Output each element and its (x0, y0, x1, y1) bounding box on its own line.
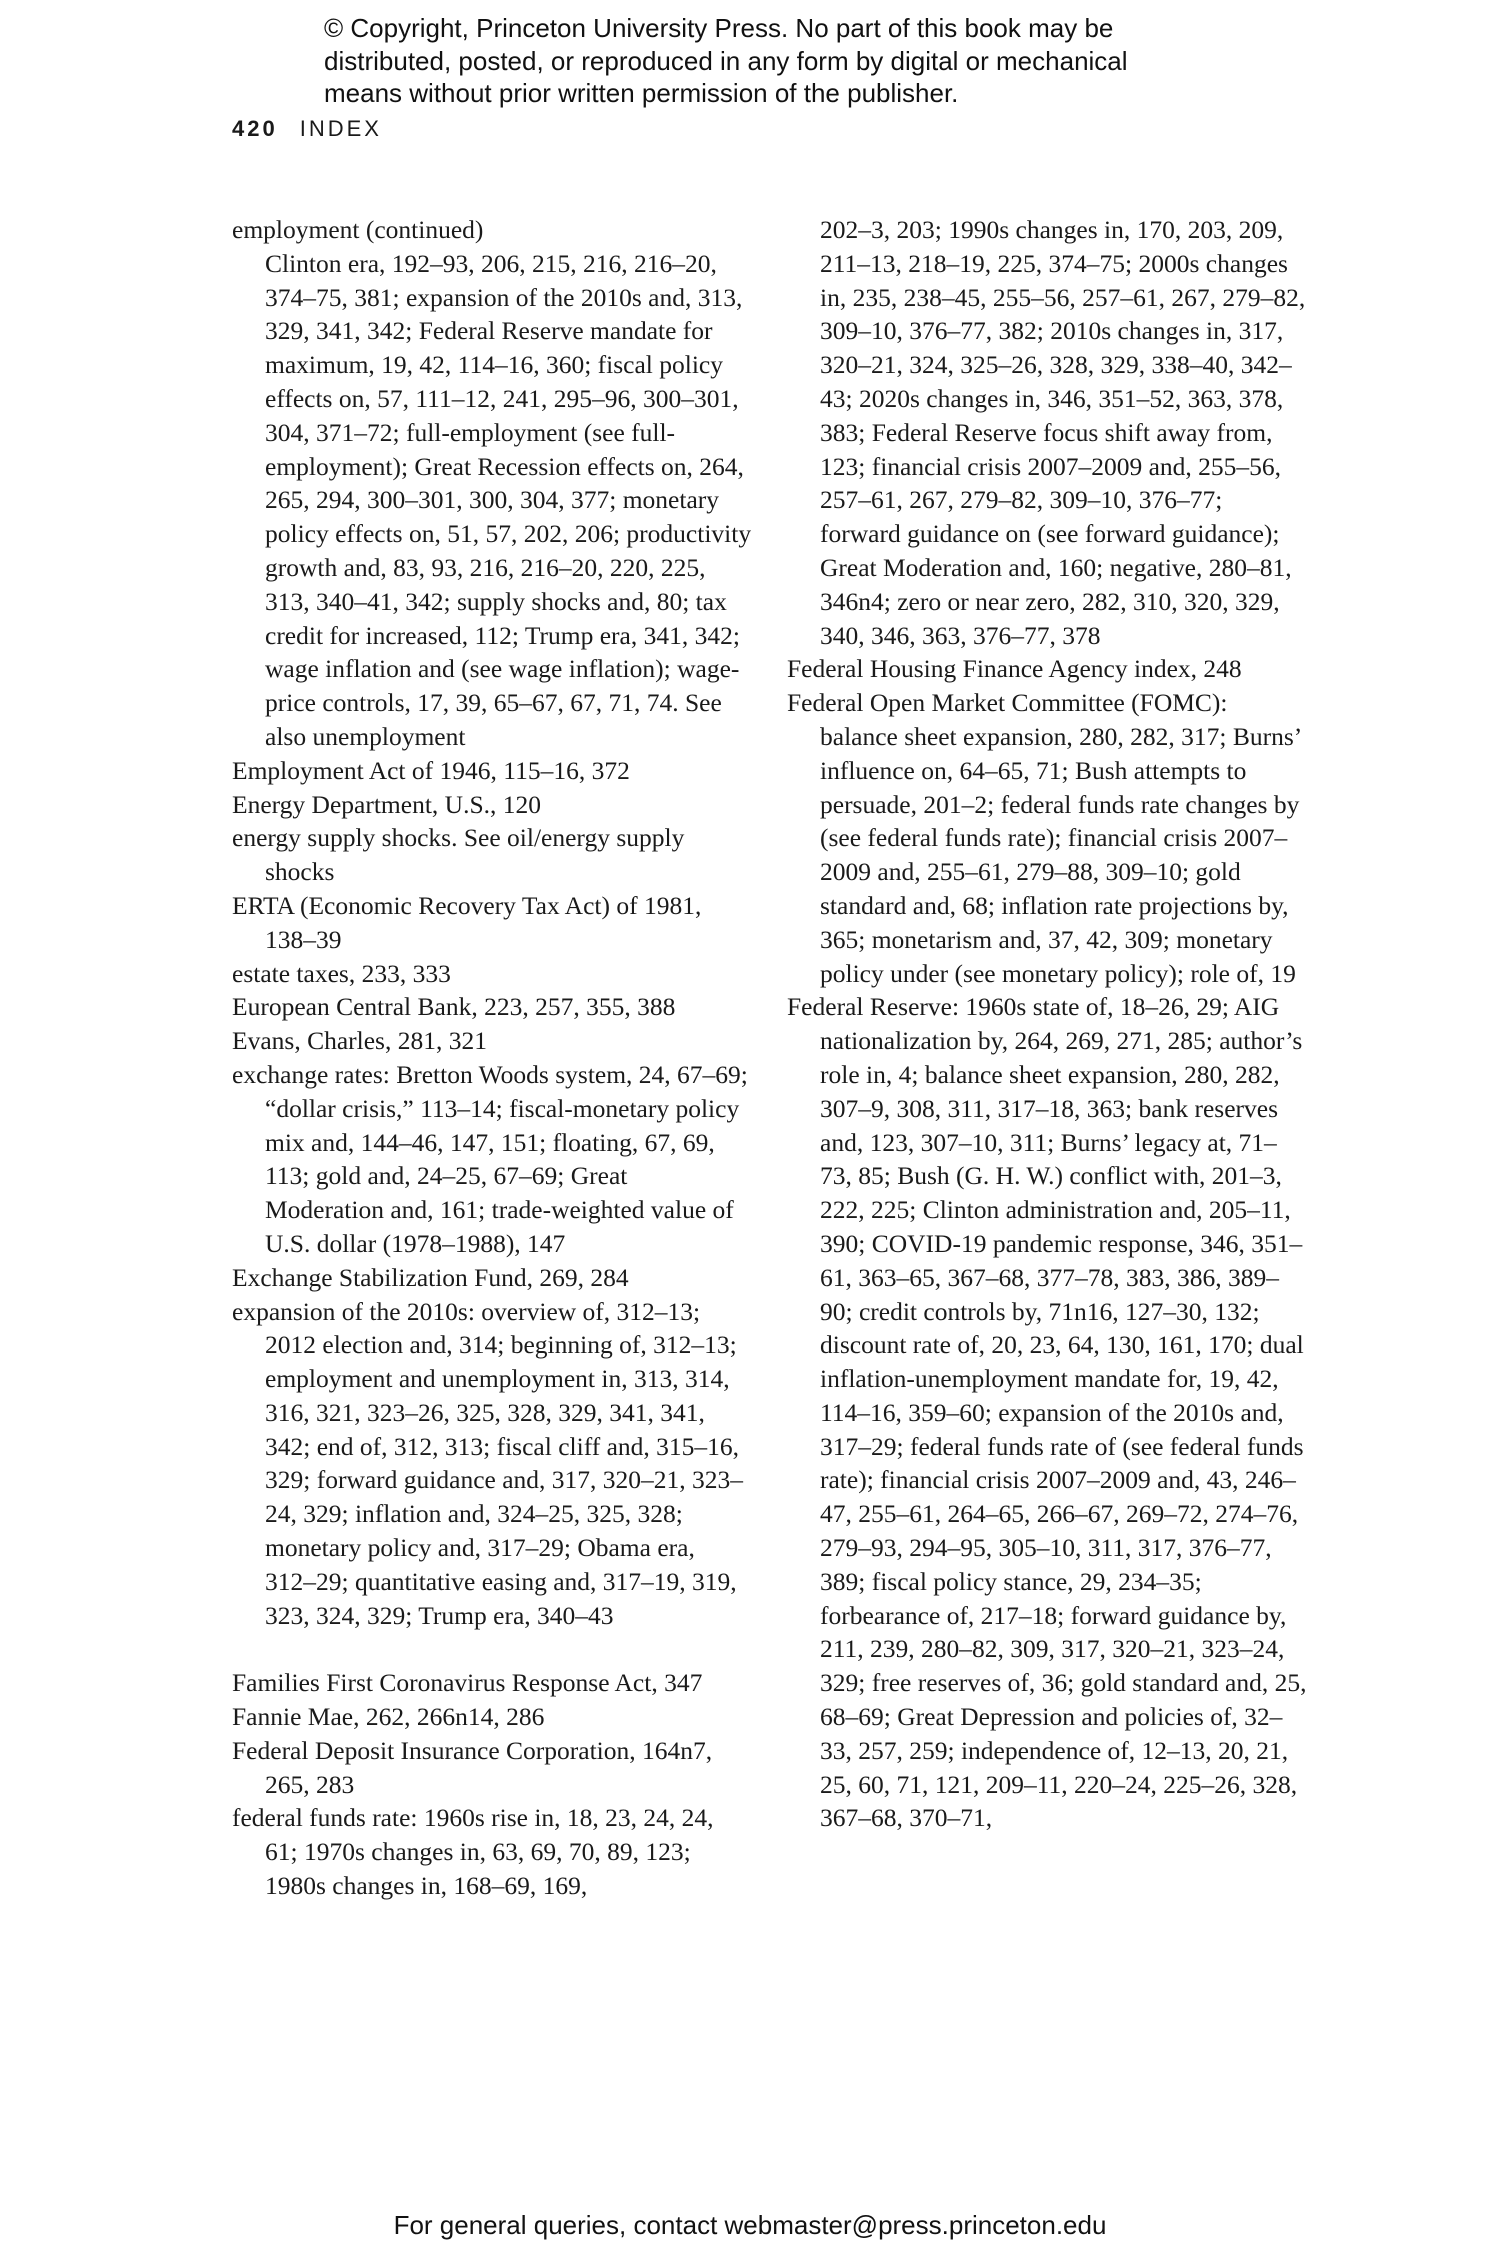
copyright-line: © Copyright, Princeton University Press. No part of this book may be (324, 13, 1114, 43)
index-entry: Federal Deposit Insurance Corporation, 164n7, 265, 283 (232, 1735, 713, 1799)
index-entry: Fannie Mae, 262, 266n14, 286 (232, 1702, 545, 1732)
index-entry: Federal Reserve: 1960s state of, 18–26, 29; AIG nationalization by, 264, 269, 271, 285; author’s role in, 4; balance sheet expansion, 280, 282, 307–9, 308, 311, 317–18, 363; bank reserves and, 123, 307–10, 311; Burns’ legacy at, 71–73, 85; Bush (G. H. W.) conflict with, 201–3, 222, 225; Clinton administration and, 205–11, 390; COVID-19 pandemic response, 346, 351–61, 363–65, 367–68, 377–78, 383, 386, 389–90; credit controls by, 71n16, 127–30, 132; discount rate of, 20, 23, 64, 130, 161, 170; dual inflation-unemployment mandate for, 19, 42, 114–16, 359–60; expansion of the 2010s and, 317–29; federal funds rate of (see federal funds rate); financial crisis 2007–2009 and, 43, 246–47, 255–61, 264–65, 266–67, 269–72, 274–76, 279–93, 294–95, 305–10, 311, 317, 376–77, 389; fiscal policy stance, 29, 234–35; forbearance of, 217–18; forward guidance by, 211, 239, 280–82, 309, 317, 320–21, 323–24, 329; free reserves of, 36; gold standard and, 25, 68–69; Great Depression and policies of, 32–33, 257, 259; independence of, 12–13, 20, 21, 25, 60, 71, 121, 209–11, 220–24, 225–26, 328, 367–68, 370–71, (787, 992, 1307, 1833)
index-entry: Federal Open Market Committee (FOMC): balance sheet expansion, 280, 282, 317; Burns’ influence on, 64–65, 71; Bush attempts to persuade, 201–2; federal funds rate changes by (see federal funds rate); financial crisis 2007–2009 and, 255–61, 279–88, 309–10; gold standard and, 68; inflation rate projections by, 365; monetarism and, 37, 42, 309; monetary policy under (see monetary policy); role of, 19 (787, 688, 1301, 988)
index-entry: expansion of the 2010s: overview of, 312–13; 2012 election and, 314; beginning of, 312–13; employment and unemployment in, 313, 314, 316, 321, 323–26, 325, 328, 329, 341, 341, 342; end of, 312, 313; fiscal cliff and, 315–16, 329; forward guidance and, 317, 320–21, 323–24, 329; inflation and, 324–25, 325, 328; monetary policy and, 317–29; Obama era, 312–29; quantitative easing and, 317–19, 319, 323, 324, 329; Trump era, 340–43 (232, 1296, 744, 1630)
copyright-notice (324, 12, 1324, 110)
index-entry: Employment Act of 1946, 115–16, 372 (232, 755, 630, 785)
index-entry: estate taxes, 233, 333 (232, 958, 451, 988)
index-entry: Evans, Charles, 281, 321 (232, 1026, 487, 1056)
index-entry: ERTA (Economic Recovery Tax Act) of 1981, 138–39 (232, 890, 702, 954)
index-entry: Exchange Stabilization Fund, 269, 284 (232, 1262, 629, 1292)
index-entry: employment (continued) (232, 215, 484, 244)
index-entry: Energy Department, U.S., 120 (232, 789, 542, 819)
index-entry: exchange rates: Bretton Woods system, 24, 67–69; “dollar crisis,” 113–14; fiscal-monetary policy mix and, 144–46, 147, 151; floating, 67, 69, 113; gold and, 24–25, 67–69; Great Moderation and, 161; trade-weighted value of U.S. dollar (1978–1988), 147 (232, 1059, 748, 1258)
footer-contact: For general queries, contact webmaster@press.princeton.edu (393, 2210, 1107, 2240)
index-entry: energy supply shocks. See oil/energy supply shocks (232, 823, 685, 887)
index-continuation: 202–3, 203; 1990s changes in, 170, 203, 209, 211–13, 218–19, 225, 374–75; 2000s changes in, 235, 238–45, 255–56, 257–61, 267, 279–82, 309–10, 376–77, 382; 2010s changes in, 317, 320–21, 324, 325–26, 328, 329, 338–40, 342–43; 2020s changes in, 346, 351–52, 363, 378, 383; Federal Reserve focus shift away from, 123; financial crisis 2007–2009 and, 255–56, 257–61, 267, 279–82, 309–10, 376–77; forward guidance on (see forward guidance); Great Moderation and, 160; negative, 280–81, 346n4; zero or near zero, 282, 310, 320, 329, 340, 346, 363, 376–77, 378 (820, 215, 1306, 650)
copyright-line: means without prior written permission of the publisher. (324, 78, 959, 108)
index-subentry: Clinton era, 192–93, 206, 215, 216, 216–20, 374–75, 381; expansion of the 2010s and, 313, 329, 341, 342; Federal Reserve mandate for maximum, 19, 42, 114–16, 360; fiscal policy effects on, 57, 111–12, 241, 295–96, 300–301, 304, 371–72; full-employment (see full-employment); Great Recession effects on, 264, 265, 294, 300–301, 300, 304, 377; monetary policy effects on, 51, 57, 202, 206; productivity growth and, 83, 93, 216, 216–20, 220, 225, 313, 340–41, 342; supply shocks and, 80; tax credit for increased, 112; Trump era, 341, 342; wage inflation and (see wage inflation); wage-price controls, 17, 39, 65–67, 67, 71, 74. See also unemployment (265, 248, 752, 751)
index-entry: federal funds rate: 1960s rise in, 18, 23, 24, 24, 61; 1970s changes in, 63, 69, 70, 89, 123; 1980s changes in, 168–69, 169, (232, 1803, 714, 1901)
index-column-left (232, 213, 752, 1903)
index-entry: Families First Coronavirus Response Act, 347 (232, 1668, 703, 1698)
running-header (232, 116, 382, 142)
index-entry: European Central Bank, 223, 257, 355, 388 (232, 992, 676, 1022)
page-number: 420 (232, 116, 278, 141)
index-column-right (787, 213, 1307, 1835)
copyright-line: distributed, posted, or reproduced in any form by digital or mechanical (324, 45, 1128, 76)
section-title: INDEX (299, 116, 382, 141)
index-entry: Federal Housing Finance Agency index, 248 (787, 654, 1242, 684)
